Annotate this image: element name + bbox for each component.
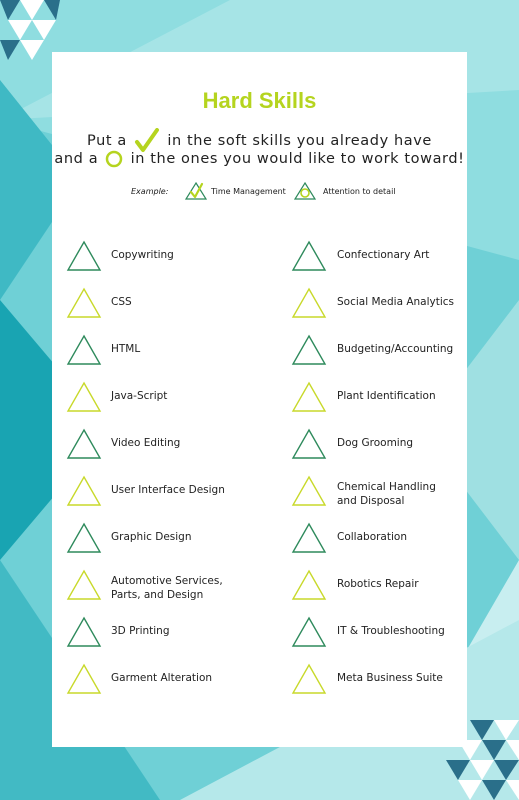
triangle-checkbox-icon[interactable] — [66, 475, 102, 507]
triangle-checkbox-icon[interactable] — [291, 616, 327, 648]
skill-label: User Interface Design — [111, 484, 225, 496]
skill-label: 3D Printing — [111, 625, 170, 637]
triangle-checkbox-icon[interactable] — [66, 663, 102, 695]
example-row — [0, 181, 519, 203]
skill-label: Graphic Design — [111, 531, 192, 543]
triangle-checkbox-icon[interactable] — [66, 428, 102, 460]
triangle-checkbox-icon[interactable] — [66, 522, 102, 554]
triangle-checkbox-icon[interactable] — [66, 381, 102, 413]
triangle-circle-icon — [293, 181, 317, 201]
instruction-text: in the ones you would like to work toward! — [130, 151, 465, 167]
skill-label: Meta Business Suite — [337, 672, 443, 684]
skill-label: Confectionary Art — [337, 249, 430, 261]
triangle-checkbox-icon[interactable] — [291, 428, 327, 460]
instruction-text: Put a — [87, 133, 127, 149]
skill-label: Budgeting/Accounting — [337, 343, 454, 355]
triangle-checkbox-icon[interactable] — [291, 287, 327, 319]
triangle-checkbox-icon[interactable] — [66, 616, 102, 648]
triangle-checkbox-icon[interactable] — [66, 569, 102, 601]
triangle-checkbox-icon[interactable] — [291, 334, 327, 366]
instruction-text: and a — [54, 151, 99, 167]
triangle-checkbox-icon[interactable] — [66, 240, 102, 272]
triangle-check-icon — [184, 181, 208, 201]
skill-label: Garment Alteration — [111, 672, 213, 684]
skill-label: Plant Identification — [337, 390, 436, 402]
skill-label: Copywriting — [111, 249, 174, 261]
skill-label: Robotics Repair — [337, 578, 419, 590]
example-item-1: Time Management — [211, 187, 286, 196]
instruction-text: in the soft skills you already have — [167, 133, 432, 149]
skill-label: Social Media Analytics — [337, 296, 455, 308]
skill-label: Collaboration — [337, 531, 407, 543]
triangle-checkbox-icon[interactable] — [66, 287, 102, 319]
skill-label: Java-Script — [111, 390, 168, 402]
triangle-checkbox-icon[interactable] — [291, 381, 327, 413]
page-title: Hard Skills — [202, 88, 317, 113]
skill-label: Video Editing — [111, 437, 181, 449]
skill-label: Dog Grooming — [337, 437, 414, 449]
skill-label: HTML — [111, 343, 141, 355]
circle-icon — [105, 150, 123, 168]
skill-label: Automotive Services, Parts, and Design — [111, 575, 223, 601]
triangle-checkbox-icon[interactable] — [291, 663, 327, 695]
triangle-checkbox-icon[interactable] — [66, 334, 102, 366]
example-item-2: Attention to detail — [323, 187, 396, 196]
triangle-checkbox-icon[interactable] — [291, 475, 327, 507]
example-label: Example: — [131, 187, 169, 196]
triangle-checkbox-icon[interactable] — [291, 522, 327, 554]
instruction-line-2 — [0, 150, 519, 168]
skill-label: Chemical Handling and Disposal — [337, 481, 436, 507]
triangle-checkbox-icon[interactable] — [291, 240, 327, 272]
triangle-checkbox-icon[interactable] — [291, 569, 327, 601]
skill-label: CSS — [111, 296, 132, 308]
skill-label: IT & Troubleshooting — [337, 625, 445, 637]
